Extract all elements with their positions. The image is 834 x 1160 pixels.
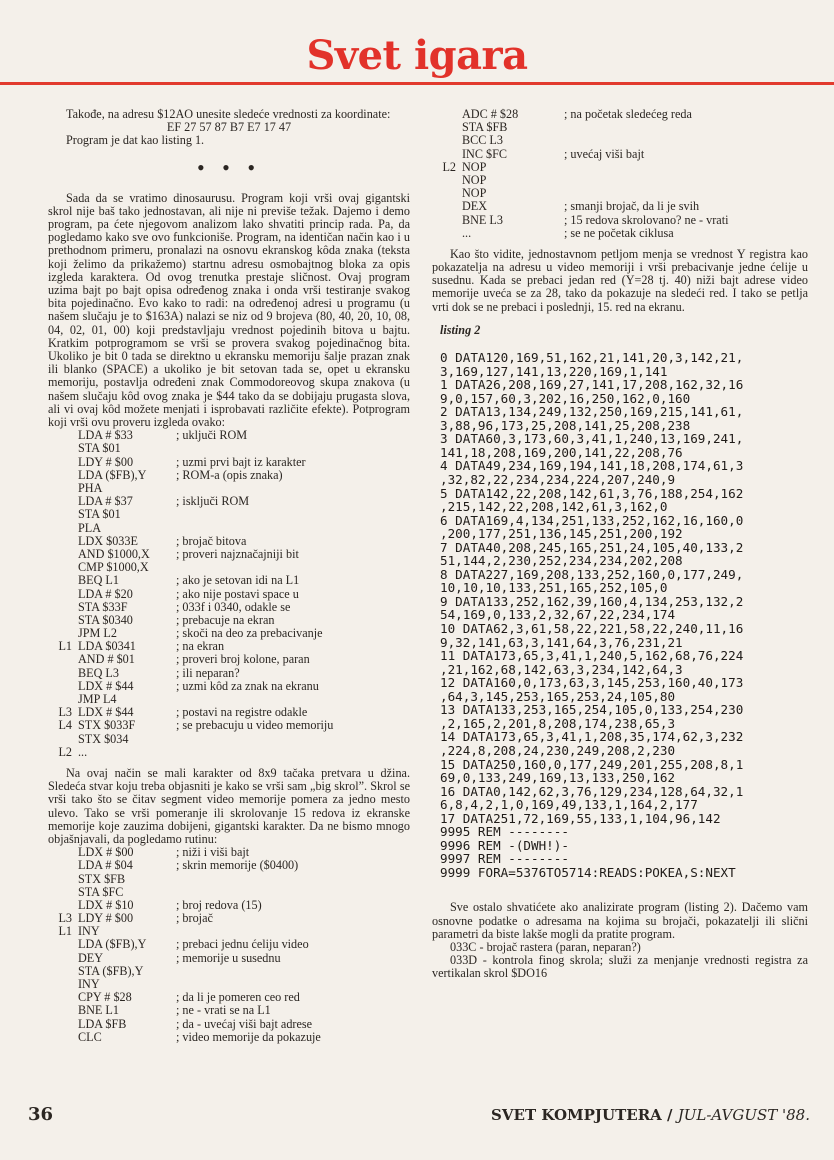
code-line [48, 1004, 410, 1017]
code-line [432, 214, 808, 227]
listing-line: 9997 REM -------- [440, 851, 569, 867]
code-instr: NOP [462, 159, 487, 174]
code-instr: PHA [78, 481, 103, 496]
code-comment: ; memorije u susednu [176, 950, 281, 965]
code-label [432, 187, 462, 200]
code-comment: ; 15 redova skrolovano? ne - vrati [564, 212, 729, 227]
code-comment [176, 733, 410, 746]
code-label [48, 952, 78, 965]
code-comment: ; isključi ROM [176, 494, 250, 509]
code-label [432, 148, 462, 161]
code-line [48, 952, 410, 965]
magazine-title: SVET KOMPJUTERA / [491, 1106, 673, 1124]
code-line [48, 653, 410, 666]
code-comment [176, 522, 410, 535]
listing-line: 11 DATA173,65,3,41,1,240,5,162,68,76,224 [440, 648, 744, 664]
listing-line: 51,144,2,230,252,234,234,202,208 [440, 553, 683, 569]
listing-line: 8 DATA227,169,208,133,252,160,0,177,249, [440, 566, 744, 582]
listing-line: 13 DATA133,253,165,254,105,0,133,254,230 [440, 702, 744, 718]
code-label: L3 [58, 911, 72, 926]
code-label [48, 548, 78, 561]
code-line [48, 442, 410, 455]
code-instr: BCC L3 [462, 133, 503, 148]
code-label [432, 108, 462, 121]
code-line [48, 601, 410, 614]
code-comment: ; da li je pomeren ceo red [176, 990, 300, 1005]
code-label [48, 482, 78, 495]
listing-line: ,32,82,22,234,234,224,207,240,9 [440, 472, 676, 488]
code-instr: CPY # $28 [78, 990, 132, 1005]
body-paragraph-2: Na ovaj način se mali karakter od 8x9 tačaka pretvara u džina. Sledeća stvar koju treba objasniti je kako se vrši sam „big skrol”. Skrol se vrši tako što se čitav segment video memorije pomera za jedno mesto ulevo. Tako se vrši pomeranje ili skrolovanje 15 redova iz ekranske memorije koje zauzima dobijeni, gigantski karakter. Da ne bismo mnogo objašnjavali, da pogledamo rutinu: [48, 765, 410, 846]
code-instr: STA $0340 [78, 612, 133, 627]
listing-note: Program je dat kao listing 1. [66, 133, 205, 148]
code-comment: ; uzmi prvi bajt iz karakter [176, 454, 306, 469]
code-comment: ; 033f i 0340, odakle se [176, 599, 291, 614]
code-comment: ; prebaci jednu ćeliju video [176, 937, 309, 952]
code-line [48, 965, 410, 978]
code-label [48, 1004, 78, 1017]
code-instr: STA $01 [78, 507, 121, 522]
code-line [48, 938, 410, 951]
code-comment: ; niži i viši bajt [176, 845, 250, 860]
listing-line: 1 DATA26,208,169,27,141,17,208,162,32,16 [440, 377, 744, 393]
code-instr: INY [78, 924, 100, 939]
code-instr: STA $01 [78, 441, 121, 456]
code-line [432, 200, 808, 213]
code-label [48, 522, 78, 535]
code-label [432, 134, 462, 147]
intro-line: Takođe, na adresu $12AO unesite sledeće vrednosti za koordinate: [66, 107, 391, 121]
code-instr: LDX # $00 [78, 845, 134, 860]
code-instr: STA ($FB),Y [78, 963, 144, 978]
code-block-3 [432, 108, 808, 240]
code-label [48, 978, 78, 991]
code-comment: ; skoči na deo za prebacivanje [176, 626, 323, 641]
code-comment: ; ili neparan? [176, 665, 240, 680]
code-instr: LDA # $20 [78, 586, 133, 601]
listing-line: 9,32,141,63,3,141,64,3,76,231,21 [440, 634, 683, 650]
code-label [48, 938, 78, 951]
code-comment: ; uvećaj viši bajt [564, 146, 645, 161]
code-label [48, 965, 78, 978]
code-instr: LDA ($FB),Y [78, 937, 147, 952]
body-paragraph-3: Kao što vidite, jednostavnom petljom menja se vrednost Y registra kao pokazatelja na adresu u video memoriji i vrši prebacivanje jedne ćelije u susednu. Kada se prebaci jedan red (Y=28 tj. 40) niži bajt adrese video memorije uveća se za 28, tako da pokazuje na sledeći red. I tako se petlja vrti dok se ne prebaci i poslednji, 15. red na ekranu. [432, 246, 808, 314]
listing-line: ,64,3,145,253,165,253,24,105,80 [440, 688, 676, 704]
code-comment [176, 442, 410, 455]
listing-line: 6,8,4,2,1,0,169,49,133,1,164,2,177 [440, 797, 698, 813]
magazine-name [491, 1106, 810, 1124]
code-line [432, 134, 808, 147]
code-comment: ; proveri broj kolone, paran [176, 652, 310, 667]
listing-line: ,2,165,2,201,8,208,174,238,65,3 [440, 715, 676, 731]
code-label [48, 667, 78, 680]
code-line [48, 469, 410, 482]
code-instr: NOP [462, 172, 487, 187]
code-comment: ; ne - vrati se na L1 [176, 1003, 271, 1018]
code-line [48, 1031, 410, 1044]
right-column [432, 108, 808, 981]
issue-date: JUL-AVGUST '88. [677, 1106, 810, 1124]
code-comment [176, 873, 410, 886]
code-instr: JMP L4 [78, 692, 117, 707]
code-instr: PLA [78, 520, 102, 535]
code-instr: ... [462, 225, 472, 240]
code-instr: JPM L2 [78, 626, 117, 641]
code-instr: STA $FB [462, 120, 508, 135]
code-comment: ; prebacuje na ekran [176, 612, 275, 627]
code-line [48, 733, 410, 746]
listing-line: 17 DATA251,72,169,55,133,1,104,96,142 [440, 810, 721, 826]
code-instr: LDX # $44 [78, 678, 134, 693]
code-instr: INC $FC [462, 146, 508, 161]
page-header [0, 30, 834, 86]
code-comment: ; da - uvećaj viši bajt adrese [176, 1016, 313, 1031]
code-label [48, 653, 78, 666]
code-label: L3 [58, 705, 72, 720]
code-label [432, 174, 462, 187]
code-label [48, 442, 78, 455]
listing-line: 3,88,96,173,25,208,141,25,208,238 [440, 417, 691, 433]
code-comment: ; proveri najznačajniji bit [176, 546, 299, 561]
listing-line: 6 DATA169,4,134,251,133,252,162,16,160,0 [440, 512, 744, 528]
code-instr: LDX # $44 [78, 705, 134, 720]
code-label [48, 991, 78, 1004]
listing-line: 10,10,10,133,251,165,252,105,0 [440, 580, 668, 596]
page-footer [0, 1102, 834, 1132]
code-label [48, 601, 78, 614]
listing-line: 12 DATA160,0,173,63,3,145,253,160,40,173 [440, 675, 744, 691]
code-instr: LDX $033E [78, 533, 138, 548]
code-comment: ; se ne početak ciklusa [564, 225, 674, 240]
code-label [48, 873, 78, 886]
page-number: 36 [28, 1104, 54, 1125]
code-instr: NOP [462, 186, 487, 201]
listing-line: 2 DATA13,134,249,132,250,169,215,141,61, [440, 404, 744, 420]
code-label [48, 535, 78, 548]
body-paragraph-1: Sada da se vratimo dinosaurusu. Program koji vrši ovaj gigantski skrol nije baš tako jednostavan, ali nije ni previše težak. Dajemo i demo program, pa ćete njegovom analizom lako shvatiti princip rada. Pa, da pogledamo kako sve ovo funkcioniše. Program, na identičan način kao i u prethodnom primeru, pronalazi na osnovu ekranskog kôda znaka (teksta koji želimo da prikažemo) startnu adresu osmobajtnog bloka za opis izgleda karaktera. Od ovog trenutka prestaje sličnost. Ovaj program uzima bajt po bajt opisa određenog znaka i onda vrši testiranje svakog bita pojedinačno. Evo kako to radi: na određenoj adresi u programu (u našem slučaju je to $163A) nalazi se niz od 9 brojeva (80, 40, 20, 10, 08, 04, 02, 01, 00) koji predstavljaju vrednost pojedinih bitova u bajtu. Kratkim potprogramom se vrši se provera svakog pojedinačnog bita. Ukoliko je bit 0 tada se direktno u ekransku memoriju šalje prazan znak ili blanko (SPACE) a ukoliko je bit setovan tada se, opet u ekransku memoriju, postavlja određeni znak Commodoreovog skupa znakova (u našem slučaju kôd ovog znaka je $44 tako da se dobijaju prugasta slova, ali vi ovaj kôd možete menjati i isprobavati različite efekte). Potprogram koji vrši ovu proveru izgleda ovako: [48, 190, 410, 430]
code-instr: LDY # $00 [78, 911, 134, 926]
code-comment: ; se prebacuju u video memoriju [176, 718, 334, 733]
code-label [48, 859, 78, 872]
code-label [48, 733, 78, 746]
code-comment: ; postavi na registre odakle [176, 705, 308, 720]
listing-line: 9996 REM -(DWH!)- [440, 837, 569, 853]
code-comment [176, 965, 410, 978]
listing-line: 3,169,127,141,13,220,169,1,141 [440, 363, 668, 379]
code-instr: STA $FC [78, 884, 124, 899]
code-label [48, 561, 78, 574]
left-column [48, 108, 410, 1044]
code-instr: ADC # $28 [462, 107, 519, 121]
code-instr: AND $1000,X [78, 546, 150, 561]
code-line [48, 667, 410, 680]
code-comment: ; ako je setovan idi na L1 [176, 573, 300, 588]
code-block-1 [48, 429, 410, 759]
code-comment: ; na početak sledećeg reda [564, 107, 692, 121]
code-line [48, 574, 410, 587]
code-instr: ... [78, 744, 88, 759]
code-line [432, 161, 808, 174]
code-label [48, 469, 78, 482]
code-comment: ; ROM-a (opis znaka) [176, 467, 283, 482]
listing-line: 3 DATA60,3,173,60,3,41,1,240,13,169,241, [440, 431, 744, 447]
code-label [48, 495, 78, 508]
code-instr: STX $FB [78, 871, 126, 886]
code-instr: INY [78, 977, 100, 992]
code-comment [564, 121, 808, 134]
code-line [432, 148, 808, 161]
code-instr: LDX # $10 [78, 897, 134, 912]
code-instr: LDY # $00 [78, 454, 134, 469]
code-comment: ; smanji brojač, da li je svih [564, 199, 700, 214]
header-rule [0, 82, 834, 85]
code-label [432, 214, 462, 227]
note-033c: 033C - brojač rastera (paran, neparan?) [450, 940, 641, 955]
listing-line: 9999 FORA=5376TO5714:READS:POKEA,S:NEXT [440, 864, 736, 880]
code-comment: ; broj redova (15) [176, 897, 262, 912]
code-line [48, 886, 410, 899]
listing-line: 9,0,157,60,3,202,16,250,162,0,160 [440, 390, 691, 406]
code-comment [176, 886, 410, 899]
code-label [48, 456, 78, 469]
code-instr: LDA # $33 [78, 428, 133, 443]
code-line [48, 456, 410, 469]
note-033d: 033D - kontrola finog skrola; služi za menjanje vrednosti registra za vertikalan skrol $DO16 [432, 953, 808, 981]
code-label [48, 614, 78, 627]
listing-line: 0 DATA120,169,51,162,21,141,20,3,142,21, [440, 350, 744, 366]
code-label [48, 588, 78, 601]
code-label [48, 886, 78, 899]
code-comment: ; video memorije da pokazuje [176, 1029, 321, 1044]
listing-line: 69,0,133,249,169,13,133,250,162 [440, 770, 676, 786]
code-line [48, 859, 410, 872]
code-label [48, 429, 78, 442]
code-label: L1 [58, 639, 72, 654]
code-label: L2 [58, 744, 72, 759]
code-label [48, 1031, 78, 1044]
code-instr: LDA $0341 [78, 639, 136, 654]
code-instr: BNE L1 [78, 1003, 119, 1018]
code-instr: LDA $FB [78, 1016, 127, 1031]
code-label [48, 680, 78, 693]
code-line [48, 873, 410, 886]
code-line [48, 535, 410, 548]
listing-line: ,224,8,208,24,230,249,208,2,230 [440, 742, 676, 758]
code-label [48, 1018, 78, 1031]
code-instr: AND # $01 [78, 652, 135, 667]
code-comment [564, 174, 808, 187]
listing-line: 5 DATA142,22,208,142,61,3,76,188,254,162 [440, 485, 744, 501]
listing-line: 14 DATA173,65,3,41,1,208,35,174,62,3,232 [440, 729, 744, 745]
code-instr: STX $034 [78, 731, 129, 746]
code-comment: ; brojač bitova [176, 533, 247, 548]
code-label: L1 [58, 924, 72, 939]
code-instr: CLC [78, 1029, 102, 1044]
listing-line: ,200,177,251,136,145,251,200,192 [440, 526, 683, 542]
listing-line: 141,18,208,169,200,141,22,208,76 [440, 444, 683, 460]
code-instr: BNE L3 [462, 212, 503, 227]
code-comment: ; na ekran [176, 639, 225, 654]
code-instr: LDA # $04 [78, 858, 133, 873]
code-line [48, 746, 410, 759]
code-label: L4 [58, 718, 72, 733]
code-label [48, 508, 78, 521]
code-comment: ; brojač [176, 911, 213, 926]
code-instr: LDA ($FB),Y [78, 467, 147, 482]
code-comment [176, 746, 410, 759]
code-label [48, 846, 78, 859]
code-line [48, 508, 410, 521]
code-instr: DEX [462, 199, 488, 214]
code-comment: ; uključi ROM [176, 428, 248, 443]
listing-line: 16 DATA0,142,62,3,76,129,234,128,64,32,1 [440, 783, 744, 799]
code-line [48, 912, 410, 925]
listing-line: 9995 REM -------- [440, 824, 569, 840]
code-line [48, 522, 410, 535]
code-comment: ; uzmi kôd za znak na ekranu [176, 678, 319, 693]
code-comment: ; skrin memorije ($0400) [176, 858, 299, 873]
code-label: L2 [442, 159, 456, 174]
listing-line: ,21,162,68,142,63,3,234,142,64,3 [440, 661, 683, 677]
code-label [432, 121, 462, 134]
code-comment [564, 134, 808, 147]
section-title: Svet igara [306, 32, 528, 79]
code-line [432, 174, 808, 187]
body-paragraph-4: Sve ostalo shvatićete ako analizirate program (listing 2). Dačemo vam osnovne podatke o adresama na kojima su brojači, pokazatelji ili slični parametri da biste lakše mogli da pratite program. [432, 900, 808, 941]
code-line [48, 1018, 410, 1031]
code-instr: STX $033F [78, 718, 136, 733]
code-line [48, 719, 410, 732]
code-line [48, 588, 410, 601]
listing-line: 15 DATA250,160,0,177,249,201,255,208,8,1 [440, 756, 744, 772]
code-label [432, 200, 462, 213]
code-instr: BEQ L3 [78, 665, 119, 680]
code-line [432, 227, 808, 240]
section-divider-dots: • • • [196, 154, 262, 180]
listing-line: 4 DATA49,234,169,194,141,18,208,174,61,3 [440, 458, 744, 474]
code-comment: ; ako nije postavi space u [176, 586, 299, 601]
code-instr: BEQ L1 [78, 573, 119, 588]
code-block-2 [48, 846, 410, 1044]
listing-line: ,215,142,22,208,142,61,3,162,0 [440, 499, 668, 515]
code-instr: DEY [78, 950, 104, 965]
listing-line: 9 DATA133,252,162,39,160,4,134,253,132,2 [440, 593, 744, 609]
code-label [432, 227, 462, 240]
listing-line: 7 DATA40,208,245,165,251,24,105,40,133,2 [440, 539, 744, 555]
code-instr: LDA # $37 [78, 494, 133, 509]
listing-title: listing 2 [440, 322, 481, 337]
code-instr: CMP $1000,X [78, 560, 149, 575]
listing-line: 54,169,0,133,2,32,67,22,234,174 [440, 607, 676, 623]
coordinate-values: EF 27 57 87 B7 E7 17 47 [166, 120, 292, 135]
code-comment [564, 161, 808, 174]
code-label [48, 574, 78, 587]
basic-listing [440, 351, 808, 879]
code-comment [176, 508, 410, 521]
listing-line: 10 DATA62,3,61,58,22,221,58,22,240,11,16 [440, 621, 744, 637]
code-instr: STA $33F [78, 599, 128, 614]
